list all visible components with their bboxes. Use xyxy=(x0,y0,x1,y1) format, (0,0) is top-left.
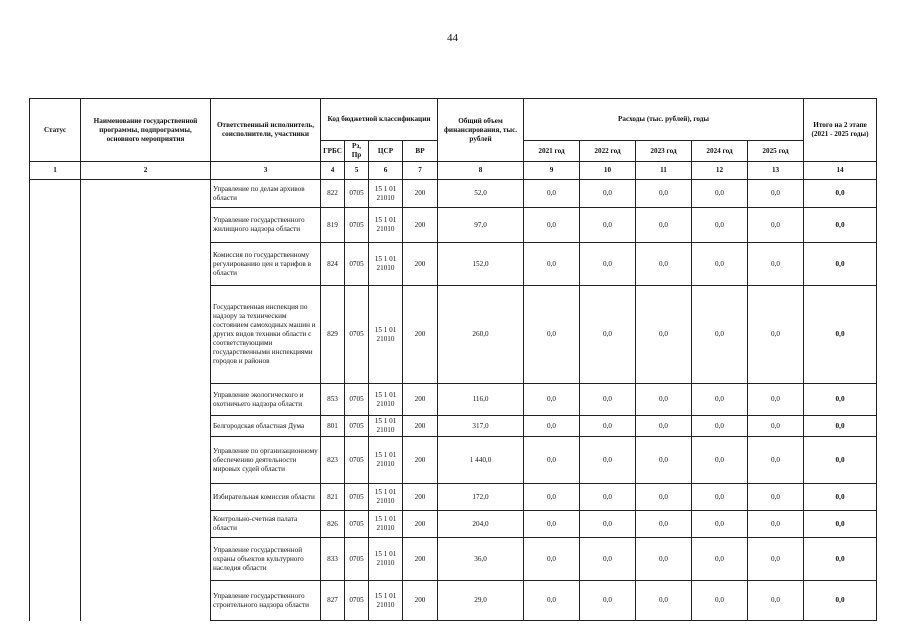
status-cell xyxy=(30,286,81,384)
executor-cell: Управление по делам архивов области xyxy=(211,180,321,208)
executor-cell: Избирательная комиссия области xyxy=(211,484,321,511)
stage-total-cell: 0,0 xyxy=(804,180,877,208)
csr-cell: 15 1 01 21010 xyxy=(369,511,403,538)
rzpr-cell: 0705 xyxy=(345,538,369,581)
year-2023-cell: 0,0 xyxy=(636,243,692,286)
stage-total-cell: 0,0 xyxy=(804,384,877,416)
column-number: 7 xyxy=(403,162,438,180)
status-cell xyxy=(30,384,81,416)
year-2025-cell: 0,0 xyxy=(748,581,804,621)
year-2024-cell: 0,0 xyxy=(692,286,748,384)
table-row xyxy=(30,437,877,484)
column-number: 5 xyxy=(345,162,369,180)
year-2022-cell: 0,0 xyxy=(580,538,636,581)
vr-cell: 200 xyxy=(403,538,438,581)
header-total-volume: Общий объем финансирования, тыс. рублей xyxy=(438,99,524,162)
header-program-name: Наименование государственной программы, подпрограммы, основного мероприятия xyxy=(81,99,211,162)
year-2024-cell: 0,0 xyxy=(692,484,748,511)
year-2025-cell: 0,0 xyxy=(748,484,804,511)
column-number: 3 xyxy=(211,162,321,180)
year-2022-cell: 0,0 xyxy=(580,286,636,384)
total-volume-cell: 116,0 xyxy=(438,384,524,416)
column-number: 4 xyxy=(321,162,345,180)
stage-total-cell: 0,0 xyxy=(804,581,877,621)
year-2021-cell: 0,0 xyxy=(524,511,580,538)
year-2025-cell: 0,0 xyxy=(748,511,804,538)
column-number: 12 xyxy=(692,162,748,180)
executor-cell: Контрольно-счетная палата области xyxy=(211,511,321,538)
year-2021-cell: 0,0 xyxy=(524,538,580,581)
table-row xyxy=(30,581,877,621)
total-volume-cell: 260,0 xyxy=(438,286,524,384)
table-row xyxy=(30,180,877,208)
vr-cell: 200 xyxy=(403,511,438,538)
grbs-cell: 829 xyxy=(321,286,345,384)
grbs-cell: 833 xyxy=(321,538,345,581)
table-row xyxy=(30,484,877,511)
header-2025: 2025 год xyxy=(748,141,804,162)
total-volume-cell: 36,0 xyxy=(438,538,524,581)
grbs-cell: 824 xyxy=(321,243,345,286)
year-2025-cell: 0,0 xyxy=(748,208,804,243)
rzpr-cell: 0705 xyxy=(345,484,369,511)
status-cell xyxy=(30,180,81,208)
vr-cell: 200 xyxy=(403,384,438,416)
column-number: 9 xyxy=(524,162,580,180)
grbs-cell: 823 xyxy=(321,437,345,484)
status-cell xyxy=(30,243,81,286)
year-2023-cell: 0,0 xyxy=(636,484,692,511)
budget-table xyxy=(29,98,877,621)
year-2021-cell: 0,0 xyxy=(524,581,580,621)
program-name-cell xyxy=(81,484,211,511)
rzpr-cell: 0705 xyxy=(345,384,369,416)
rzpr-cell: 0705 xyxy=(345,511,369,538)
year-2022-cell: 0,0 xyxy=(580,581,636,621)
column-number: 10 xyxy=(580,162,636,180)
year-2022-cell: 0,0 xyxy=(580,416,636,437)
status-cell xyxy=(30,484,81,511)
header-2023: 2023 год xyxy=(636,141,692,162)
program-name-cell xyxy=(81,286,211,384)
table-row xyxy=(30,208,877,243)
stage-total-cell: 0,0 xyxy=(804,416,877,437)
header-stage-total: Итого на 2 этапе (2021 - 2025 годы) xyxy=(804,99,877,162)
executor-cell: Государственная инспекция по надзору за техническим состоянием самоходных машин и других видов техники области с соответствующими государственными инспекциями городов и районов xyxy=(211,286,321,384)
year-2021-cell: 0,0 xyxy=(524,384,580,416)
csr-cell: 15 1 01 21010 xyxy=(369,180,403,208)
header-rzpr: Рз, Пр xyxy=(345,141,369,162)
stage-total-cell: 0,0 xyxy=(804,511,877,538)
year-2025-cell: 0,0 xyxy=(748,384,804,416)
year-2022-cell: 0,0 xyxy=(580,437,636,484)
year-2022-cell: 0,0 xyxy=(580,208,636,243)
column-number: 14 xyxy=(804,162,877,180)
vr-cell: 200 xyxy=(403,437,438,484)
column-number-row xyxy=(30,162,877,180)
year-2025-cell: 0,0 xyxy=(748,286,804,384)
year-2021-cell: 0,0 xyxy=(524,208,580,243)
year-2023-cell: 0,0 xyxy=(636,538,692,581)
stage-total-cell: 0,0 xyxy=(804,243,877,286)
program-name-cell xyxy=(81,437,211,484)
year-2023-cell: 0,0 xyxy=(636,286,692,384)
year-2021-cell: 0,0 xyxy=(524,484,580,511)
year-2024-cell: 0,0 xyxy=(692,416,748,437)
stage-total-cell: 0,0 xyxy=(804,437,877,484)
year-2025-cell: 0,0 xyxy=(748,180,804,208)
year-2022-cell: 0,0 xyxy=(580,243,636,286)
status-cell xyxy=(30,208,81,243)
status-cell xyxy=(30,538,81,581)
vr-cell: 200 xyxy=(403,416,438,437)
year-2021-cell: 0,0 xyxy=(524,243,580,286)
grbs-cell: 801 xyxy=(321,416,345,437)
year-2021-cell: 0,0 xyxy=(524,180,580,208)
program-name-cell xyxy=(81,243,211,286)
year-2023-cell: 0,0 xyxy=(636,180,692,208)
year-2022-cell: 0,0 xyxy=(580,180,636,208)
executor-cell: Управление экологического и охотничьего надзора области xyxy=(211,384,321,416)
rzpr-cell: 0705 xyxy=(345,286,369,384)
header-2021: 2021 год xyxy=(524,141,580,162)
page-number: 44 xyxy=(447,32,458,44)
vr-cell: 200 xyxy=(403,243,438,286)
rzpr-cell: 0705 xyxy=(345,437,369,484)
executor-cell: Управление по организационному обеспечению деятельности мировых судей области xyxy=(211,437,321,484)
header-expenses: Расходы (тыс. рублей), годы xyxy=(524,99,804,141)
year-2023-cell: 0,0 xyxy=(636,384,692,416)
program-name-cell xyxy=(81,416,211,437)
rzpr-cell: 0705 xyxy=(345,581,369,621)
csr-cell: 15 1 01 21010 xyxy=(369,243,403,286)
program-name-cell xyxy=(81,511,211,538)
grbs-cell: 822 xyxy=(321,180,345,208)
header-status: Статус xyxy=(30,99,81,162)
total-volume-cell: 1 440,0 xyxy=(438,437,524,484)
rzpr-cell: 0705 xyxy=(345,243,369,286)
vr-cell: 200 xyxy=(403,581,438,621)
total-volume-cell: 317,0 xyxy=(438,416,524,437)
year-2023-cell: 0,0 xyxy=(636,208,692,243)
table-body xyxy=(30,180,877,621)
csr-cell: 15 1 01 21010 xyxy=(369,384,403,416)
status-cell xyxy=(30,416,81,437)
stage-total-cell: 0,0 xyxy=(804,538,877,581)
rzpr-cell: 0705 xyxy=(345,208,369,243)
column-number: 6 xyxy=(369,162,403,180)
grbs-cell: 821 xyxy=(321,484,345,511)
executor-cell: Управление государственного жилищного надзора области xyxy=(211,208,321,243)
stage-total-cell: 0,0 xyxy=(804,208,877,243)
csr-cell: 15 1 01 21010 xyxy=(369,416,403,437)
total-volume-cell: 152,0 xyxy=(438,243,524,286)
status-cell xyxy=(30,437,81,484)
header-2022: 2022 год xyxy=(580,141,636,162)
total-volume-cell: 204,0 xyxy=(438,511,524,538)
grbs-cell: 819 xyxy=(321,208,345,243)
csr-cell: 15 1 01 21010 xyxy=(369,208,403,243)
rzpr-cell: 0705 xyxy=(345,416,369,437)
column-number: 11 xyxy=(636,162,692,180)
year-2021-cell: 0,0 xyxy=(524,416,580,437)
program-name-cell xyxy=(81,208,211,243)
total-volume-cell: 29,0 xyxy=(438,581,524,621)
year-2025-cell: 0,0 xyxy=(748,416,804,437)
vr-cell: 200 xyxy=(403,180,438,208)
program-name-cell xyxy=(81,180,211,208)
vr-cell: 200 xyxy=(403,484,438,511)
grbs-cell: 827 xyxy=(321,581,345,621)
year-2025-cell: 0,0 xyxy=(748,538,804,581)
table-row xyxy=(30,286,877,384)
vr-cell: 200 xyxy=(403,208,438,243)
total-volume-cell: 172,0 xyxy=(438,484,524,511)
grbs-cell: 826 xyxy=(321,511,345,538)
year-2022-cell: 0,0 xyxy=(580,384,636,416)
year-2024-cell: 0,0 xyxy=(692,437,748,484)
csr-cell: 15 1 01 21010 xyxy=(369,437,403,484)
column-number: 13 xyxy=(748,162,804,180)
executor-cell: Управление государственной охраны объектов культурного наследия области xyxy=(211,538,321,581)
total-volume-cell: 97,0 xyxy=(438,208,524,243)
csr-cell: 15 1 01 21010 xyxy=(369,484,403,511)
status-cell xyxy=(30,581,81,621)
stage-total-cell: 0,0 xyxy=(804,286,877,384)
executor-cell: Белгородская областная Дума xyxy=(211,416,321,437)
program-name-cell xyxy=(81,538,211,581)
column-number: 2 xyxy=(81,162,211,180)
table-row xyxy=(30,416,877,437)
year-2023-cell: 0,0 xyxy=(636,511,692,538)
header-csr: ЦСР xyxy=(369,141,403,162)
vr-cell: 200 xyxy=(403,286,438,384)
header-vr: ВР xyxy=(403,141,438,162)
total-volume-cell: 52,0 xyxy=(438,180,524,208)
year-2021-cell: 0,0 xyxy=(524,286,580,384)
column-number: 8 xyxy=(438,162,524,180)
status-cell xyxy=(30,511,81,538)
header-grbs: ГРБС xyxy=(321,141,345,162)
header-executor: Ответственный исполнитель, соисполнители, участники xyxy=(211,99,321,162)
column-number: 1 xyxy=(30,162,81,180)
table-row xyxy=(30,538,877,581)
table-row xyxy=(30,243,877,286)
table-header xyxy=(30,99,877,180)
year-2025-cell: 0,0 xyxy=(748,243,804,286)
year-2023-cell: 0,0 xyxy=(636,437,692,484)
year-2023-cell: 0,0 xyxy=(636,581,692,621)
table-row xyxy=(30,384,877,416)
year-2024-cell: 0,0 xyxy=(692,384,748,416)
table-row xyxy=(30,511,877,538)
executor-cell: Комиссия по государственному регулированию цен и тарифов в области xyxy=(211,243,321,286)
csr-cell: 15 1 01 21010 xyxy=(369,286,403,384)
year-2023-cell: 0,0 xyxy=(636,416,692,437)
program-name-cell xyxy=(81,384,211,416)
year-2024-cell: 0,0 xyxy=(692,581,748,621)
csr-cell: 15 1 01 21010 xyxy=(369,581,403,621)
executor-cell: Управление государственного строительного надзора области xyxy=(211,581,321,621)
rzpr-cell: 0705 xyxy=(345,180,369,208)
header-budget-code: Код бюджетной классификации xyxy=(321,99,438,141)
header-2024: 2024 год xyxy=(692,141,748,162)
year-2024-cell: 0,0 xyxy=(692,243,748,286)
year-2024-cell: 0,0 xyxy=(692,538,748,581)
year-2024-cell: 0,0 xyxy=(692,511,748,538)
year-2022-cell: 0,0 xyxy=(580,484,636,511)
csr-cell: 15 1 01 21010 xyxy=(369,538,403,581)
year-2025-cell: 0,0 xyxy=(748,437,804,484)
stage-total-cell: 0,0 xyxy=(804,484,877,511)
year-2021-cell: 0,0 xyxy=(524,437,580,484)
year-2024-cell: 0,0 xyxy=(692,208,748,243)
program-name-cell xyxy=(81,581,211,621)
year-2022-cell: 0,0 xyxy=(580,511,636,538)
year-2024-cell: 0,0 xyxy=(692,180,748,208)
grbs-cell: 853 xyxy=(321,384,345,416)
